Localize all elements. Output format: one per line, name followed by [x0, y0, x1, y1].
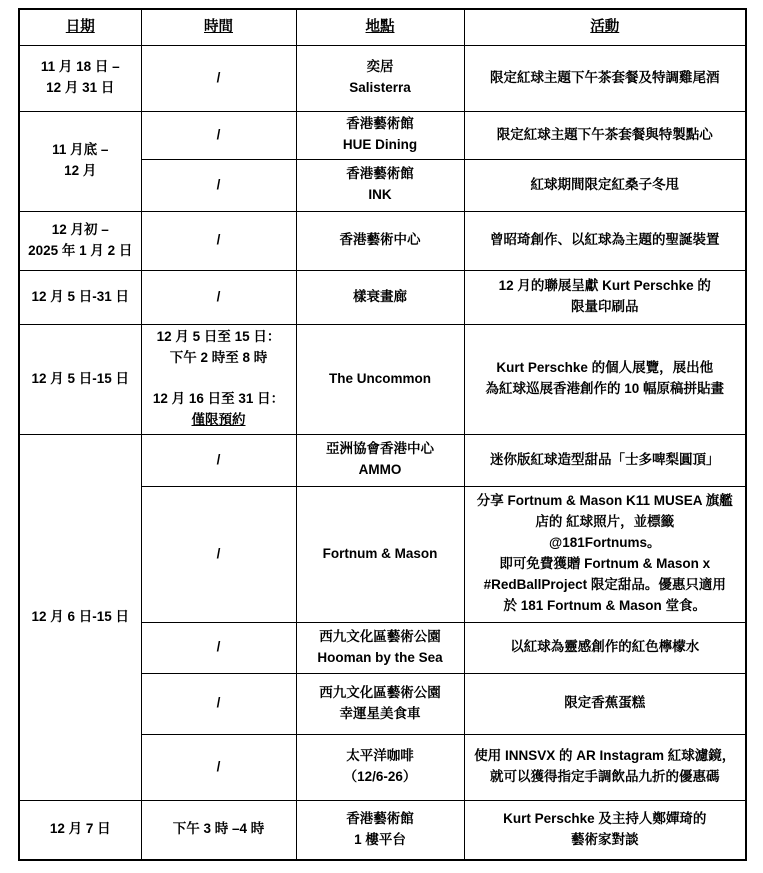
- activity-cell: [464, 159, 746, 211]
- cell-line: /: [216, 451, 221, 467]
- column-header-label: 活動: [590, 19, 620, 36]
- activity-cell: [464, 434, 746, 486]
- cell-line: 店的 紅球照片，並標籤: [535, 514, 675, 530]
- cell-line: 奕居: [366, 59, 394, 75]
- cell-line: 12 月初 –: [51, 221, 109, 237]
- activity-cell: [464, 486, 746, 622]
- event-schedule-table: [18, 8, 747, 861]
- cell-line: Fortnum & Mason: [322, 545, 438, 561]
- cell-line: 藝術家對談: [571, 831, 639, 847]
- cell-line: 12 月的聯展呈獻 Kurt Perschke 的: [498, 278, 711, 294]
- cell-line: 即可免費獲贈 Fortnum & Mason x: [499, 556, 711, 571]
- table-row: [19, 434, 746, 486]
- cell-line: 12 月 7 日: [49, 821, 111, 837]
- cell-line: /: [216, 69, 221, 85]
- cell-line: 西九文化區藝術公園: [319, 628, 441, 644]
- place-cell: [296, 800, 464, 860]
- cell-line: 以紅球為靈感創作的紅色檸檬水: [510, 639, 700, 655]
- place-cell: [296, 673, 464, 734]
- place-cell: [296, 45, 464, 111]
- cell-line-text: 僅限預約: [191, 412, 246, 428]
- cell-line: /: [216, 232, 221, 248]
- date-cell: [19, 270, 141, 324]
- column-header-label: 時間: [204, 19, 233, 36]
- cell-line: 12 月 16 日至 31 日：: [152, 391, 285, 407]
- cell-line: Salisterra: [349, 80, 411, 95]
- activity-cell: [464, 270, 746, 324]
- activity-cell: [464, 111, 746, 159]
- cell-line: 限定紅球主題下午茶套餐與特製點心: [496, 126, 713, 142]
- cell-line: /: [216, 758, 221, 774]
- cell-line: /: [216, 288, 221, 304]
- activity-cell: [464, 734, 746, 800]
- time-cell: [141, 622, 296, 673]
- cell-line: 12 月 5 日-31 日: [31, 288, 130, 304]
- place-cell: [296, 622, 464, 673]
- cell-line: Hooman by the Sea: [317, 649, 443, 665]
- cell-line: The Uncommon: [328, 370, 431, 386]
- date-cell: [19, 111, 141, 211]
- cell-line: 限定紅球主題下午茶套餐及特調雞尾酒: [490, 69, 720, 85]
- date-cell: [19, 211, 141, 270]
- time-cell: [141, 486, 296, 622]
- cell-line: @181Fortnums。: [549, 535, 661, 551]
- place-cell: [296, 270, 464, 324]
- place-cell: [296, 211, 464, 270]
- cell-line: /: [216, 176, 221, 192]
- cell-line: 12 月 5 日-15 日: [31, 370, 130, 386]
- cell-line: 香港藝術館: [346, 166, 414, 182]
- cell-line: 下午 2 時至 8 時: [169, 349, 268, 365]
- column-header-time: [141, 9, 296, 45]
- cell-line: 12 月 6 日-15 日: [31, 608, 130, 624]
- cell-line: 使用 INNSVX 的 AR Instagram 紅球濾鏡，: [474, 748, 736, 764]
- time-cell: [141, 434, 296, 486]
- cell-line: 香港藝術中心: [339, 232, 421, 248]
- cell-line: 太平洋咖啡: [346, 748, 414, 764]
- column-header-activity: [464, 9, 746, 45]
- cell-line: 下午 3 時 –4 時: [172, 821, 265, 837]
- place-cell: [296, 111, 464, 159]
- table-row: [19, 324, 746, 434]
- cell-line: Kurt Perschke 及主持人鄭嬋琦的: [503, 810, 707, 826]
- activity-cell: [464, 622, 746, 673]
- place-cell: [296, 324, 464, 434]
- time-cell: [141, 673, 296, 734]
- cell-line: /: [216, 126, 221, 142]
- cell-line: 限定香蕉蛋糕: [564, 695, 646, 711]
- date-cell: [19, 45, 141, 111]
- cell-line: 香港藝術館: [346, 116, 414, 132]
- date-cell: [19, 434, 141, 800]
- cell-line: HUE Dining: [342, 137, 418, 152]
- cell-line: 12 月 5 日至 15 日：: [156, 328, 281, 344]
- time-cell: [141, 734, 296, 800]
- activity-cell: [464, 211, 746, 270]
- cell-line: 11 月 18 日 –: [40, 59, 120, 75]
- cell-line: 2025 年 1 月 2 日: [28, 242, 133, 258]
- cell-line: 12 月: [64, 163, 97, 178]
- table-row: [19, 270, 746, 324]
- cell-line: /: [216, 639, 221, 655]
- cell-line: /: [216, 545, 221, 561]
- time-cell: [141, 45, 296, 111]
- cell-line: 亞洲協會香港中心: [326, 441, 434, 457]
- place-cell: [296, 734, 464, 800]
- cell-line: 曾昭琦創作、以紅球為主題的聖誕裝置: [490, 232, 720, 248]
- time-cell: [141, 270, 296, 324]
- cell-line: [147, 410, 291, 431]
- column-header-label: 地點: [365, 19, 395, 36]
- activity-cell: [464, 45, 746, 111]
- date-cell: [19, 800, 141, 860]
- time-cell: [141, 159, 296, 211]
- cell-line: 於 181 Fortnum & Mason 堂食。: [503, 597, 707, 613]
- cell-line: /: [216, 695, 221, 711]
- cell-line: 限量印刷品: [571, 299, 639, 314]
- cell-line: Kurt Perschke 的個人展覽，展出他: [496, 360, 714, 376]
- cell-line: AMMO: [358, 462, 402, 477]
- column-header-date: [19, 9, 141, 45]
- activity-cell: [464, 800, 746, 860]
- column-header-place: [296, 9, 464, 45]
- date-cell: [19, 324, 141, 434]
- place-cell: [296, 486, 464, 622]
- cell-line: （12/6-26）: [343, 769, 417, 784]
- table-row: [19, 211, 746, 270]
- cell-line: 幸運星美食車: [339, 705, 421, 721]
- time-cell: [141, 111, 296, 159]
- cell-line: 西九文化區藝術公園: [319, 684, 441, 700]
- cell-line: #RedBallProject 限定甜品。優惠只適用: [483, 576, 726, 592]
- header-row: [19, 9, 746, 45]
- cell-line: INK: [368, 187, 392, 202]
- place-cell: [296, 159, 464, 211]
- cell-line: 為紅球巡展香港創作的 10 幅原稿拼貼畫: [485, 381, 725, 396]
- schedule-table-body: [19, 45, 746, 860]
- cell-line: 香港藝術館: [346, 810, 414, 826]
- cell-line: 迷你版紅球造型甜品「士多啤梨圓頂」: [490, 451, 720, 467]
- table-row: [19, 111, 746, 159]
- time-cell: [141, 800, 296, 860]
- cell-line: 樣衰畫廊: [353, 288, 407, 304]
- column-header-label: 日期: [65, 19, 95, 36]
- activity-cell: [464, 673, 746, 734]
- cell-line: 11 月底 –: [52, 142, 109, 158]
- activity-cell: [464, 324, 746, 434]
- time-cell: [141, 324, 296, 434]
- table-row: [19, 800, 746, 860]
- cell-line: 紅球期間限定紅桑子冬甩: [530, 176, 679, 192]
- cell-line: 1 樓平台: [354, 831, 406, 847]
- time-cell: [141, 211, 296, 270]
- cell-line: 就可以獲得指定手調飲品九折的優惠碼: [490, 769, 720, 784]
- table-row: [19, 45, 746, 111]
- cell-line: [147, 369, 291, 390]
- cell-line: 分享 Fortnum & Mason K11 MUSEA 旗艦: [476, 493, 733, 509]
- cell-line: 12 月 31 日: [46, 80, 115, 95]
- place-cell: [296, 434, 464, 486]
